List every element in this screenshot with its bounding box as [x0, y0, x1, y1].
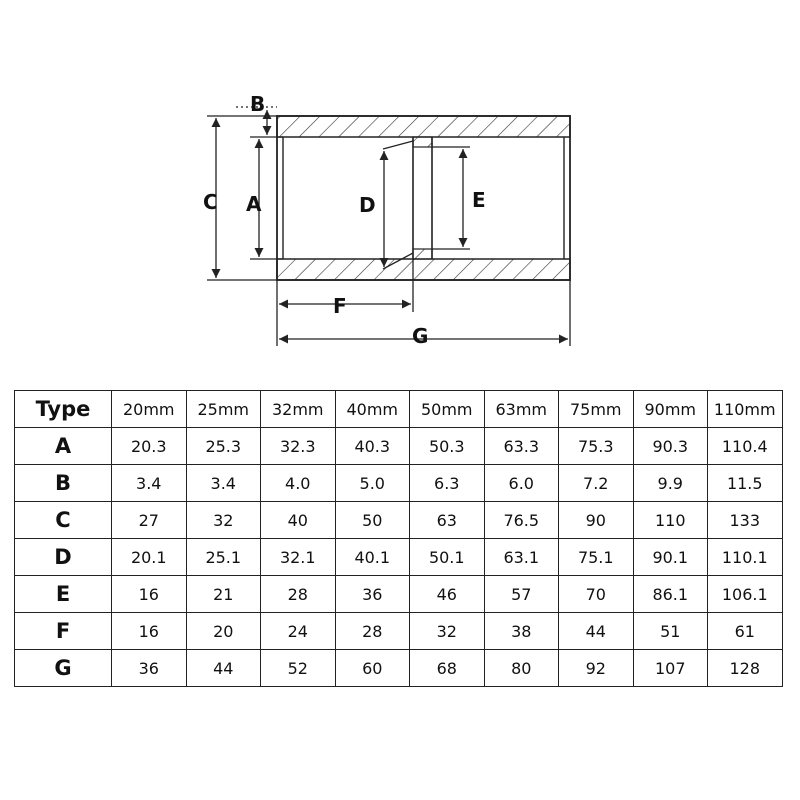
table-cell: 90.3: [633, 428, 708, 465]
table-cell: 110.1: [708, 539, 783, 576]
table-cell: 110.4: [708, 428, 783, 465]
label-c: C: [203, 190, 218, 214]
column-header: 75mm: [559, 391, 634, 428]
column-header: 25mm: [186, 391, 261, 428]
table-cell: 50.3: [410, 428, 485, 465]
table-cell: 63.3: [484, 428, 559, 465]
table-cell: 75.3: [559, 428, 634, 465]
table-cell: 32: [410, 613, 485, 650]
table-cell: 76.5: [484, 502, 559, 539]
stop-ring-top-hatch: [413, 137, 432, 147]
table-cell: 28: [335, 613, 410, 650]
table-cell: 16: [112, 613, 187, 650]
label-f: F: [333, 294, 347, 318]
label-g: G: [412, 324, 429, 348]
table-cell: 46: [410, 576, 485, 613]
row-label: B: [15, 465, 112, 502]
table-row: [15, 650, 783, 687]
label-a: A: [246, 192, 262, 216]
column-header: 32mm: [261, 391, 336, 428]
table-cell: 6.0: [484, 465, 559, 502]
label-e: E: [472, 188, 486, 212]
table-cell: 25.1: [186, 539, 261, 576]
row-label: A: [15, 428, 112, 465]
table-cell: 68: [410, 650, 485, 687]
table-cell: 11.5: [708, 465, 783, 502]
table-cell: 52: [261, 650, 336, 687]
row-label: F: [15, 613, 112, 650]
table-cell: 75.1: [559, 539, 634, 576]
stop-ring-bottom-hatch: [413, 249, 432, 259]
table-cell: 20.3: [112, 428, 187, 465]
table-row: [15, 539, 783, 576]
column-header: 63mm: [484, 391, 559, 428]
table-row: [15, 613, 783, 650]
table-cell: 32.3: [261, 428, 336, 465]
table-cell: 63.1: [484, 539, 559, 576]
table-cell: 50: [335, 502, 410, 539]
dimension-spec-table: [14, 390, 783, 687]
table-cell: 36: [112, 650, 187, 687]
table-cell: 25.3: [186, 428, 261, 465]
table-corner-type: Type: [15, 391, 112, 428]
table-row: [15, 576, 783, 613]
table-cell: 28: [261, 576, 336, 613]
table-cell: 27: [112, 502, 187, 539]
table-cell: 51: [633, 613, 708, 650]
top-wall-hatch: [277, 116, 570, 137]
table-cell: 6.3: [410, 465, 485, 502]
table-cell: 21: [186, 576, 261, 613]
column-header: 110mm: [708, 391, 783, 428]
table-cell: 7.2: [559, 465, 634, 502]
label-b: B: [250, 92, 266, 116]
table-cell: 61: [708, 613, 783, 650]
table-cell: 86.1: [633, 576, 708, 613]
table-cell: 5.0: [335, 465, 410, 502]
table-cell: 9.9: [633, 465, 708, 502]
table-cell: 133: [708, 502, 783, 539]
table-cell: 24: [261, 613, 336, 650]
table-cell: 44: [186, 650, 261, 687]
coupling-body: [277, 116, 570, 280]
table-cell: 44: [559, 613, 634, 650]
table-header-row: [15, 391, 783, 428]
table-cell: 20: [186, 613, 261, 650]
table-cell: 3.4: [186, 465, 261, 502]
table-cell: 4.0: [261, 465, 336, 502]
dimension-lines: [207, 107, 570, 346]
column-header: 90mm: [633, 391, 708, 428]
bottom-wall-hatch: [277, 259, 570, 280]
row-label: G: [15, 650, 112, 687]
table-row: [15, 502, 783, 539]
column-header: 40mm: [335, 391, 410, 428]
table-cell: 40.1: [335, 539, 410, 576]
table-cell: 92: [559, 650, 634, 687]
table-cell: 57: [484, 576, 559, 613]
table-cell: 63: [410, 502, 485, 539]
table-cell: 38: [484, 613, 559, 650]
table-cell: 110: [633, 502, 708, 539]
table-cell: 3.4: [112, 465, 187, 502]
column-header: 20mm: [112, 391, 187, 428]
row-label: D: [15, 539, 112, 576]
table-cell: 90: [559, 502, 634, 539]
table-cell: 16: [112, 576, 187, 613]
table-cell: 32.1: [261, 539, 336, 576]
table-cell: 107: [633, 650, 708, 687]
table-cell: 128: [708, 650, 783, 687]
table-cell: 80: [484, 650, 559, 687]
table-cell: 106.1: [708, 576, 783, 613]
table-cell: 50.1: [410, 539, 485, 576]
table-cell: 32: [186, 502, 261, 539]
table-row: [15, 428, 783, 465]
row-label: C: [15, 502, 112, 539]
table-cell: 70: [559, 576, 634, 613]
pipe-coupling-drawing: [0, 0, 800, 370]
table-cell: 60: [335, 650, 410, 687]
table-cell: 40.3: [335, 428, 410, 465]
label-d: D: [359, 193, 376, 217]
column-header: 50mm: [410, 391, 485, 428]
table-body: [15, 428, 783, 687]
table-cell: 36: [335, 576, 410, 613]
table-cell: 40: [261, 502, 336, 539]
table-cell: 20.1: [112, 539, 187, 576]
table-cell: 90.1: [633, 539, 708, 576]
row-label: E: [15, 576, 112, 613]
table-row: [15, 465, 783, 502]
